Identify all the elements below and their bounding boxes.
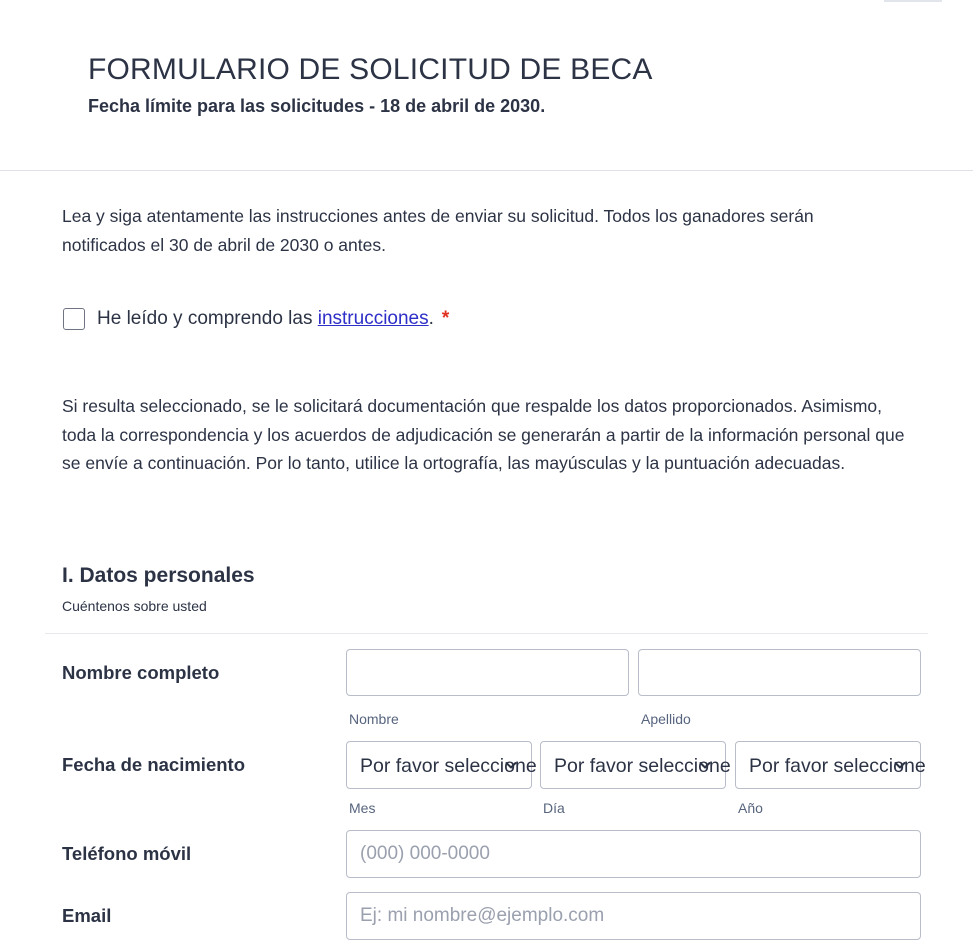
birth-month-value: Por favor seleccione bbox=[360, 755, 537, 777]
email-label: Email bbox=[62, 905, 112, 926]
first-name-sublabel: Nombre bbox=[349, 711, 399, 727]
instructions-link[interactable]: instrucciones bbox=[317, 308, 429, 329]
phone-label: Teléfono móvil bbox=[62, 843, 192, 864]
full-name-label: Nombre completo bbox=[62, 662, 220, 683]
chevron-down-icon bbox=[504, 758, 518, 772]
email-input[interactable] bbox=[346, 892, 921, 940]
intro-text: Lea y siga atentamente las instrucciones antes de enviar su solicitud. Todos los ganadores serán notificados el 30 de abril de 2030 o antes. bbox=[62, 206, 814, 255]
chevron-down-icon bbox=[698, 758, 712, 772]
birth-year-sublabel: Año bbox=[738, 800, 763, 816]
birth-year-value: Por favor seleccione bbox=[749, 755, 926, 777]
birth-day-value: Por favor seleccione bbox=[554, 755, 731, 777]
birth-month-sublabel: Mes bbox=[349, 800, 376, 816]
notice-text: Si resulta seleccionado, se le solicitará documentación que respalde los datos proporcionados. Asimismo, toda la correspondencia y los acuerdos de adjudicación se generarán a partir de la información personal que se envíe a continuación. Por lo tanto, utilice la ortografía, las mayúsculas y la puntuación adecuadas. bbox=[62, 396, 905, 473]
section-title: I. Datos personales bbox=[62, 564, 255, 587]
phone-input[interactable] bbox=[346, 830, 921, 878]
agreement-label: He leído y comprendo las bbox=[97, 308, 318, 329]
form-subtitle: Fecha límite para las solicitudes - 18 de abril de 2030. bbox=[88, 96, 546, 116]
agreement-checkbox[interactable] bbox=[63, 308, 85, 330]
first-name-input[interactable] bbox=[346, 649, 629, 696]
birth-day-select[interactable] bbox=[540, 741, 731, 789]
last-name-sublabel: Apellido bbox=[641, 711, 691, 727]
agreement-label-end: . bbox=[428, 308, 434, 329]
section-divider bbox=[45, 633, 928, 634]
agreement-row bbox=[63, 306, 449, 332]
birth-date-label: Fecha de nacimiento bbox=[62, 754, 245, 775]
required-mark: * bbox=[441, 308, 450, 329]
section-subtitle: Cuéntenos sobre usted bbox=[62, 598, 207, 614]
birth-year-select[interactable] bbox=[735, 741, 926, 789]
last-name-input[interactable] bbox=[638, 649, 921, 696]
birth-month-select[interactable] bbox=[346, 741, 537, 789]
form-header bbox=[0, 0, 973, 171]
chevron-down-icon bbox=[893, 758, 907, 772]
form-title: FORMULARIO DE SOLICITUD DE BECA bbox=[88, 53, 653, 86]
birth-day-sublabel: Día bbox=[543, 800, 565, 816]
